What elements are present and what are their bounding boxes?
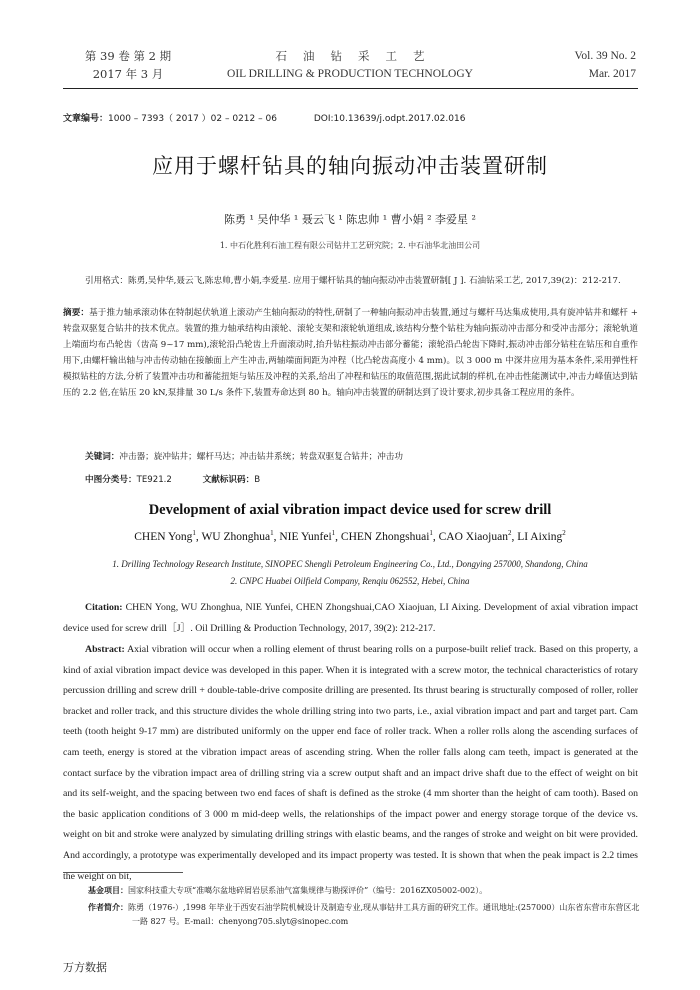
affiliations-cn: 1. 中石化胜利石油工程有限公司钻井工艺研究院；2. 中石油华北油田公司 [219, 241, 481, 250]
citation-en-label: Citation: [85, 602, 123, 613]
journal-name-en: OIL DRILLING & PRODUCTION TECHNOLOGY [227, 68, 473, 80]
article-no: 1000 – 7393（ 2017 ）02 – 0212 – 06 [108, 114, 277, 124]
funding-label: 基金项目： [88, 886, 128, 895]
article-meta [63, 111, 465, 124]
doc-code-label: 文献标识码： [202, 475, 255, 485]
author-name: NIE Yunfei [279, 530, 332, 543]
doi: DOI:10.13639/j.odpt.2017.02.016 [313, 114, 466, 124]
bio-label: 作者简介： [88, 903, 128, 912]
clc-code: TE921.2 [136, 475, 172, 485]
author-affil-mark: 1 [270, 529, 274, 537]
author-name: LI Aixing [517, 530, 563, 543]
author-bio [88, 901, 640, 929]
abstract-cn-text: 基于推力轴承滚动体在特制起伏轨道上滚动产生轴向振动的特性,研制了一种轴向振动冲击装置,通过与螺杆马达集成使用,具有旋冲钻井和螺杆 + 转盘双驱复合钻井的技术优点。装置的推力轴承结构由滚轮、滚轮支架和滚轮轨道组成,该结构分整个钻柱为轴向振动冲击部分和受冲击部分；滚轮轨道上端面均布凸轮齿（齿高 9~17 mm),滚轮沿凸轮齿上升面滚动时,抬升钻柱振动冲击部分蓄能；滚轮沿凸轮齿下降时,振动冲击部分钻柱在钻压和自重作用下,由螺杆输出轴与冲击传动轴在接触面上产生冲击,两轴端面间距为冲程（比凸轮齿高度小 4 mm)。以 3 000 m 中深井应用为基本条件,采用弹性杆模拟钻柱的方法,分析了装置冲击功和蓄能扭矩与钻压及冲程的关系,给出了冲程和钻压的取值范围,据此试制的样机,在冲击性能测试中,冲击力峰值达到钻压的 2.2 倍,在钻压 20 kN,泵排量 30 L/s 条件下,装置寿命达到 80 h。轴向冲击装置的研制达到了设计要求,初步具备工程应用的条件。 [63, 308, 638, 398]
journal-volume-issue [73, 47, 183, 83]
author-affil-mark: 2 [562, 529, 566, 537]
article-title-cn: 应用于螺杆钻具的轴向振动冲击装置研制 [152, 154, 548, 178]
citation-en [63, 598, 638, 639]
author-name: WU Zhonghua [201, 530, 271, 543]
header-divider [63, 88, 638, 89]
funding-note [88, 884, 640, 898]
affiliation-en-2: 2. CNPC Huabei Oilfield Company, Renqiu 062552, Hebei, China [230, 576, 470, 586]
author-name: CAO Xiaojuan [438, 530, 508, 543]
abstract-en-label: Abstract: [85, 644, 125, 655]
doc-code: B [254, 475, 261, 485]
footnote-divider [63, 872, 183, 873]
author-name: CHEN Zhongshuai [340, 530, 430, 543]
citation-cn: 引用格式：陈勇,吴仲华,聂云飞,陈忠帅,曹小娟,李爱星. 应用于螺杆钻具的轴向振动冲击装置研制[ J ]. 石油钻采工艺, 2017,39(2)：212-217. [85, 276, 621, 286]
volume-issue-cn: 第 39 卷 第 2 期 [84, 49, 172, 63]
classification [85, 472, 660, 488]
author-name: CHEN Yong [134, 530, 193, 543]
abstract-en [63, 640, 638, 887]
author-affil-mark: 1 [192, 529, 196, 537]
journal-volume-issue-en [516, 47, 636, 83]
abstract-cn-label: 摘要： [63, 308, 90, 318]
author-affil-mark: 1 [331, 529, 336, 537]
abstract-en-text: Axial vibration will occur when a rolling element of thrust bearing rolls on a purpose-built relief track. Based on this property, a kind of axial vibration impact device was developed in this paper. When it is integrated with a screw motor, the technical characteristics of rotary percussion drilling and screw drill + double-table-drive composite drilling are presented. Its thrust bearing is structurally composed of roller, roller bracket and roller track, and this structure divides the whole drilling string into two parts, i.e., axial vibration impact and part and target part. Cam teeth (tooth height 9-17 mm) are distributed uniformly on the upper end face of roller track. When a roller rolls along the ascending surfaces of cam teeth, energy is stored at the vibration impact areas of ascending string. When the roller falls along cam teeth, impact is generated at the contact surface by the vibration impact area of drilling string via a screw output shaft and an impact drive shaft due to the effect of weight on bit and its self-weight, and the spacing between two end faces of shaft is defined as the stroke (4 mm shorter than the height of cam tooth). Based on the basic application conditions of 3 000 m mid-deep wells, the relationships of the impact power and energy storage torque of the device vs. weight on bit and stroke were analyzed by simulating drilling strings with elastic beams, and the ranges of stroke and weight on bit were provided. And accordingly, a prototype was experimentally developed and its impact property was tested. It is shown that when the peak impact is 2.2 times the weight on bit, [63, 644, 638, 882]
issue-date-cn: 2017 年 3 月 [92, 67, 164, 81]
keywords-cn-text: 冲击器；旋冲钻井；螺杆马达；冲击钻井系统；转盘双驱复合钻井；冲击功 [119, 452, 403, 462]
affiliations-en [0, 556, 700, 590]
article-no-label: 文章编号： [63, 114, 109, 124]
author-affil-mark: 2 [507, 529, 512, 537]
bio-text: 陈勇（1976-）,1998 年毕业于西安石油学院机械设计及制造专业,现从事钻井工具方面的研究工作。通讯地址:(257000）山东省东营市东营区北一路 827 号。E-mail：chenyong705.slyt@sinopec.com [128, 903, 640, 926]
volume-issue-en: Vol. 39 No. 2 [574, 50, 636, 62]
funding-text: 国家科技重大专项“准噶尔盆地碎屑岩层系油气富集规律与勘探评价”（编号：2016ZX05002-002）。 [128, 886, 488, 895]
authors-en: CHEN Yong$^1$, WU Zhonghua$^1$, NIE Yunfei$^1$, CHEN Zhongshuai$^1$, CAO Xiaojuan$^2$, LI Aixing$^2$ [134, 529, 566, 543]
authors-cn: 陈勇 ¹ 吴仲华 ¹ 聂云飞 ¹ 陈忠帅 ¹ 曹小娟 ² 李爱星 ² [224, 213, 476, 226]
article-title-en: Development of axial vibration impact device used for screw drill [148, 502, 552, 518]
keywords-cn-label: 关键词： [85, 452, 120, 462]
clc-label: 中图分类号： [85, 475, 137, 485]
keywords-cn [85, 449, 660, 465]
journal-name-cn: 石油钻采工艺 [275, 49, 441, 63]
issue-date-en: Mar. 2017 [588, 68, 636, 80]
affiliation-en-1: 1. Drilling Technology Research Institute, SINOPEC Shengli Petroleum Engineering Co., Ltd., Dongying 257000, Shandong, China [112, 559, 588, 569]
journal-name [200, 47, 500, 83]
abstract-cn [63, 305, 638, 401]
citation-en-text: CHEN Yong, WU Zhonghua, NIE Yunfei, CHEN Zhongshuai,CAO Xiaojuan, LI Aixing. Development of axial vibration impact device used for screw drill［J］. Oil Drilling & Production Technology, 2017, 39(2): 212-217. [63, 602, 638, 634]
wanfang-watermark: 万方数据 [63, 961, 107, 974]
author-affil-mark: 1 [429, 529, 433, 537]
